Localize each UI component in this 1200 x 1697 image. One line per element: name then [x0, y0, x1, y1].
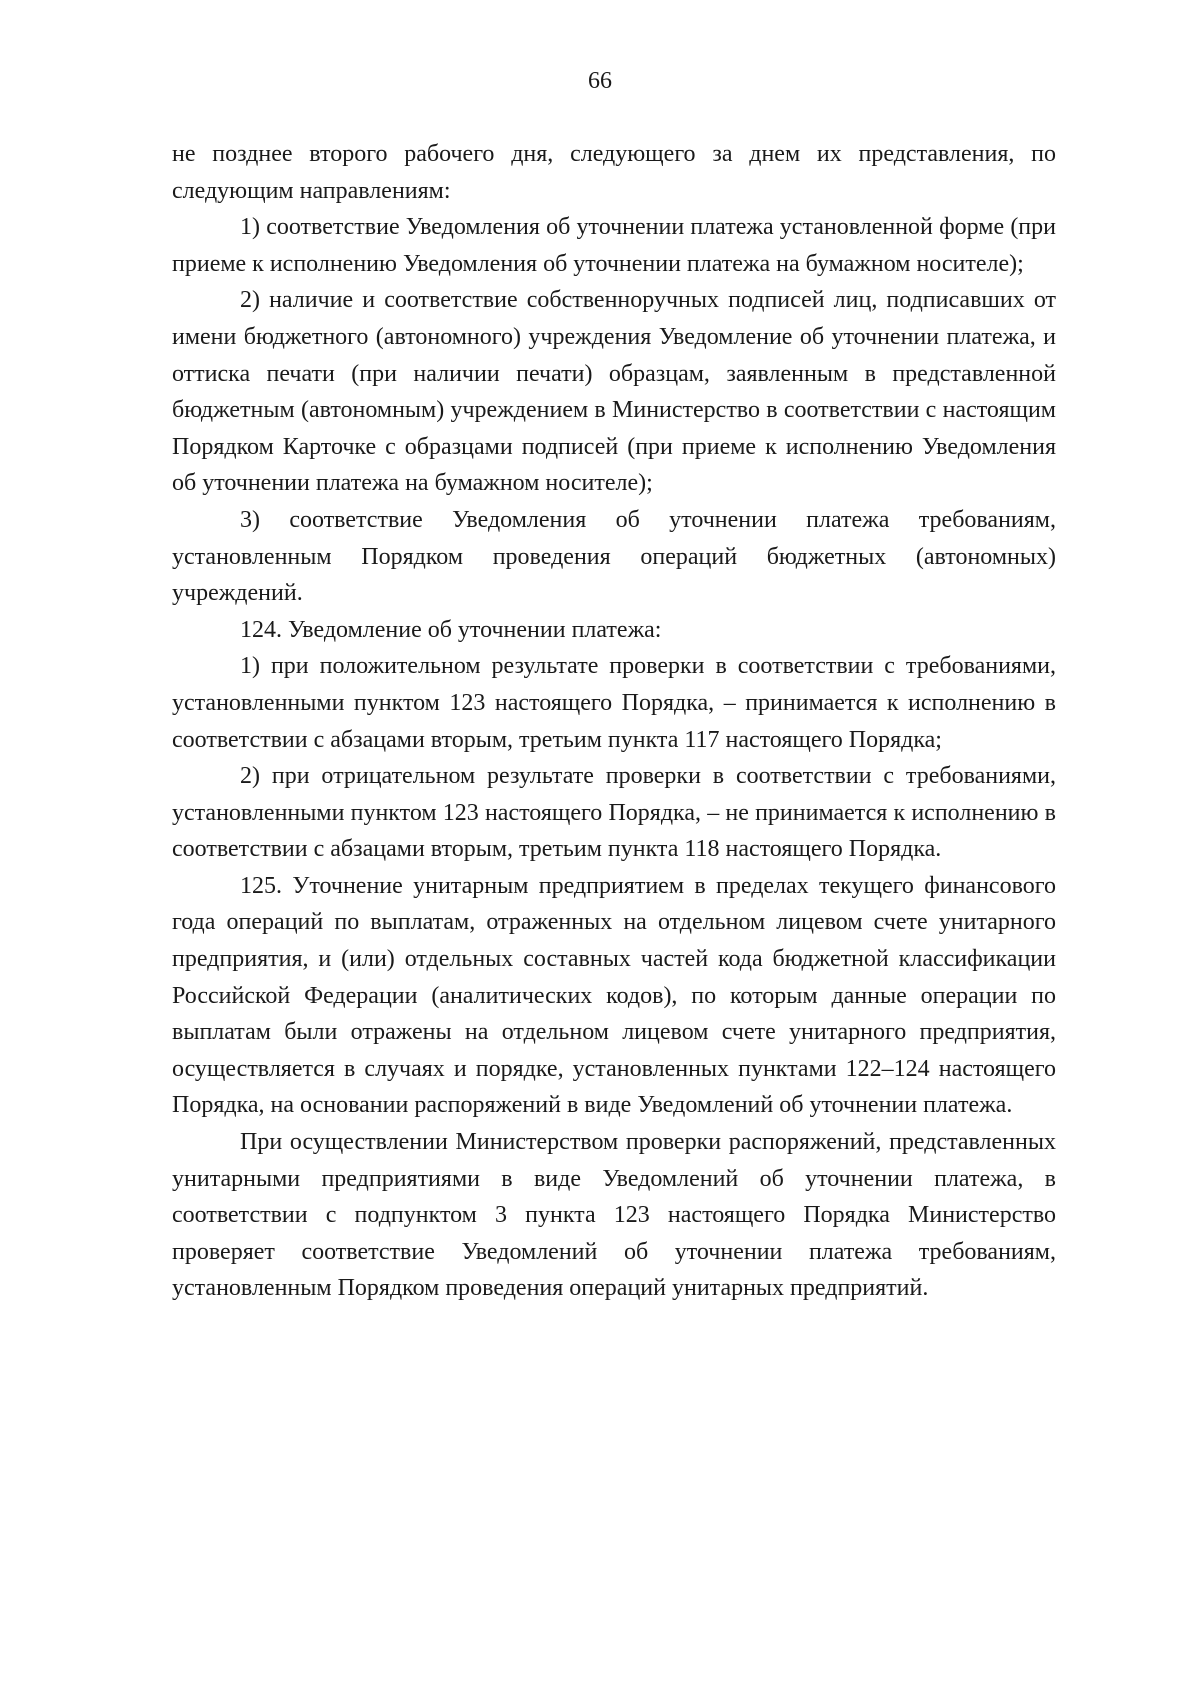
paragraph-continuation: не позднее второго рабочего дня, следующего за днем их представления, по следующим направлениям:: [172, 141, 1056, 204]
document-body: [172, 136, 1056, 1307]
paragraph-124-item-2: 2) при отрицательном результате проверки в соответствии с требованиями, установленными пунктом 123 настоящего Порядка, – не принимается к исполнению в соответствии с абзацами вторым, третьим пункта 118 настоящего Порядка.: [172, 763, 1056, 863]
page-number: 66: [588, 68, 612, 94]
paragraph-item-2: 2) наличие и соответствие собственноручных подписей лиц, подписавших от имени бюджетного (автономного) учреждения Уведомление об уточнении платежа, и оттиска печати (при наличии печати) образцам, заявленным в представленной бюджетным (автономным) учреждением в Министерство в соответствии с настоящим Порядком Карточке с образцами подписей (при приеме к исполнению Уведомления об уточнении платежа на бумажном носителе);: [172, 287, 1056, 497]
paragraph-section-125: 125. Уточнение унитарным предприятием в пределах текущего финансового года операций по выплатам, отраженных на отдельном лицевом счете унитарного предприятия, и (или) отдельных составных частей кода бюджетной классификации Российской Федерации (аналитических кодов), по которым данные операции по выплатам были отражены на отдельном лицевом счете унитарного предприятия, осуществляется в случаях и порядке, установленных пунктами 122–124 настоящего Порядка, на основании распоряжений в виде Уведомлений об уточнении платежа.: [172, 872, 1056, 1119]
paragraph-124-item-1: 1) при положительном результате проверки в соответствии с требованиями, установленными пунктом 123 настоящего Порядка, – принимается к исполнению в соответствии с абзацами вторым, третьим пункта 117 настоящего Порядка;: [172, 653, 1056, 753]
paragraph-section-124: 124. Уведомление об уточнении платежа:: [240, 616, 662, 643]
paragraph-item-1: 1) соответствие Уведомления об уточнении платежа установленной форме (при приеме к исполнению Уведомления об уточнении платежа на бумажном носителе);: [172, 214, 1056, 277]
paragraph-item-3: 3) соответствие Уведомления об уточнении платежа требованиям, установленным Порядком проведения операций бюджетных (автономных) учреждений.: [172, 506, 1056, 607]
paragraph-verification: При осуществлении Министерством проверки распоряжений, представленных унитарными предприятиями в виде Уведомлений об уточнении платежа, в соответствии с подпунктом 3 пункта 123 настоящего Порядка Министерство проверяет соответствие Уведомлений об уточнении платежа требованиям, установленным Порядком проведения операций унитарных предприятий.: [172, 1129, 1056, 1302]
